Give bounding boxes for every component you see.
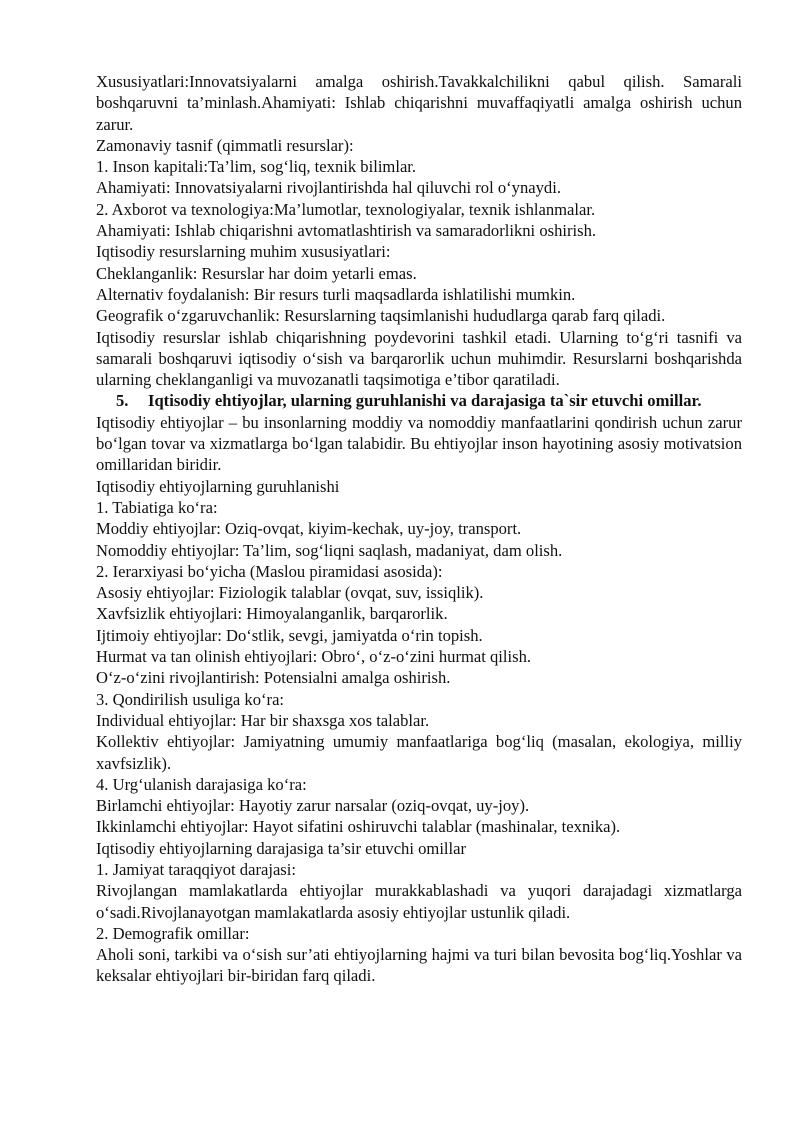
paragraph-factors-title: Iqtisodiy ehtiyojlarning darajasiga ta’sir etuvchi omillar — [96, 838, 467, 858]
paragraph-resources-conclusion: Iqtisodiy resurslar ishlab chiqarishning poydevorini tashkil etadi. Ularning to‘g‘ri tasnifi va samarali boshqaruvi iqtisodiy o‘sish va barqarorlik uchun muhimdir. Resurslarni boshqarishda ularning cheklanganligi va muvozanatli taqsimotiga e’tibor qaratiladi. — [96, 327, 742, 390]
list-item-by-hierarchy: 2. Ierarxiyasi bo‘yicha (Maslou piramidasi asosida): — [96, 561, 443, 581]
paragraph-esteem-needs: Hurmat va tan olinish ehtiyojlari: Obro‘, o‘z-o‘zini hurmat qilish. — [96, 647, 532, 667]
paragraph-basic-needs: Asosiy ehtiyojlar: Fiziologik talablar (ovqat, suv, issiqlik). — [96, 583, 484, 603]
paragraph-alternative-use: Alternativ foydalanish: Bir resurs turli maqsadlarda ishlatilishi mumkin. — [96, 284, 576, 304]
section-heading-number: 5. — [116, 391, 129, 411]
paragraph-resource-features: Iqtisodiy resurslarning muhim xususiyatlari: — [96, 242, 391, 262]
list-item-by-nature: 1. Tabiatiga ko‘ra: — [96, 497, 218, 517]
list-item-information-technology: 2. Axborot va texnologiya:Ma’lumotlar, texnologiyalar, texnik ishlanmalar. — [96, 199, 596, 219]
paragraph-development-level: Rivojlangan mamlakatlarda ehtiyojlar murakkablashadi va yuqori darajadagi xizmatlarga o‘sadi.Rivojlanayotgan mamlakatlarda asosiy ehtiyojlar ustunlik qiladi. — [96, 881, 742, 922]
document-page — [96, 71, 742, 987]
paragraph-needs-grouping: Iqtisodiy ehtiyojlarning guruhlanishi — [96, 476, 340, 496]
section-heading-text: Iqtisodiy ehtiyojlar, ularning guruhlanishi va darajasiga ta`sir etuvchi omillar. — [148, 391, 702, 411]
paragraph-needs-definition: Iqtisodiy ehtiyojlar – bu insonlarning moddiy va nomoddiy manfaatlarini qondirish uchun zarur bo‘lgan tovar va xizmatlarga bo‘lgan talabidir. Bu ehtiyojlar inson hayotining asosiy motivatsion omillaridan biridir. — [96, 412, 742, 475]
paragraph-primary-needs: Birlamchi ehtiyojlar: Hayotiy zarur narsalar (oziq-ovqat, uy-joy). — [96, 796, 530, 816]
list-item-demographic-factors: 2. Demografik omillar: — [96, 923, 250, 943]
list-item-by-satisfaction: 3. Qondirilish usuliga ko‘ra: — [96, 689, 285, 709]
paragraph-safety-needs: Xavfsizlik ehtiyojlari: Himoyalanganlik, barqarorlik. — [96, 604, 448, 624]
paragraph-nonmaterial-needs: Nomoddiy ehtiyojlar: Ta’lim, sog‘liqni saqlash, madaniyat, dam olish. — [96, 540, 563, 560]
paragraph-human-capital-importance: Ahamiyati: Innovatsiyalarni rivojlantirishda hal qiluvchi rol o‘ynaydi. — [96, 178, 561, 198]
paragraph-social-needs: Ijtimoiy ehtiyojlar: Do‘stlik, sevgi, jamiyatda o‘rin topish. — [96, 625, 483, 645]
list-item-by-urgency: 4. Urg‘ulanish darajasiga ko‘ra: — [96, 774, 307, 794]
section-heading — [96, 390, 742, 411]
paragraph-self-actualization: O‘z-o‘zini rivojlantirish: Potensialni amalga oshirish. — [96, 668, 451, 688]
paragraph-modern-classification: Zamonaviy tasnif (qimmatli resurslar): — [96, 135, 354, 155]
paragraph-collective-needs: Kollektiv ehtiyojlar: Jamiyatning umumiy manfaatlariga bog‘liq (masalan, ekologiya, milliy xavfsizlik). — [96, 732, 742, 773]
paragraph-limitation: Cheklanganlik: Resurslar har doim yetarli emas. — [96, 263, 417, 283]
paragraph-individual-needs: Individual ehtiyojlar: Har bir shaxsga xos talablar. — [96, 710, 430, 730]
list-item-development-level: 1. Jamiyat taraqqiyot darajasi: — [96, 859, 296, 879]
paragraph-secondary-needs: Ikkinlamchi ehtiyojlar: Hayot sifatini oshiruvchi talablar (mashinalar, texnika). — [96, 817, 621, 837]
paragraph-demographic-factors: Aholi soni, tarkibi va o‘sish sur’ati ehtiyojlarning hajmi va turi bilan bevosita bog‘liq.Yoshlar va keksalar ehtiyojlari bir-biridan farq qiladi. — [96, 945, 742, 986]
paragraph-entrepreneurship-features: Xususiyatlari:Innovatsiyalarni amalga oshirish.Tavakkalchilikni qabul qilish. Samarali boshqaruvni ta’minlash.Ahamiyati: Ishlab chiqarishni muvaffaqiyatli amalga oshirish uchun zarur. — [96, 72, 742, 134]
paragraph-material-needs: Moddiy ehtiyojlar: Oziq-ovqat, kiyim-kechak, uy-joy, transport. — [96, 519, 522, 539]
paragraph-geographic-variability: Geografik o‘zgaruvchanlik: Resurslarning taqsimlanishi hududlarga qarab farq qiladi. — [96, 306, 666, 326]
list-item-human-capital: 1. Inson kapitali:Ta’lim, sog‘liq, texnik bilimlar. — [96, 157, 417, 177]
paragraph-it-importance: Ahamiyati: Ishlab chiqarishni avtomatlashtirish va samaradorlikni oshirish. — [96, 221, 597, 241]
